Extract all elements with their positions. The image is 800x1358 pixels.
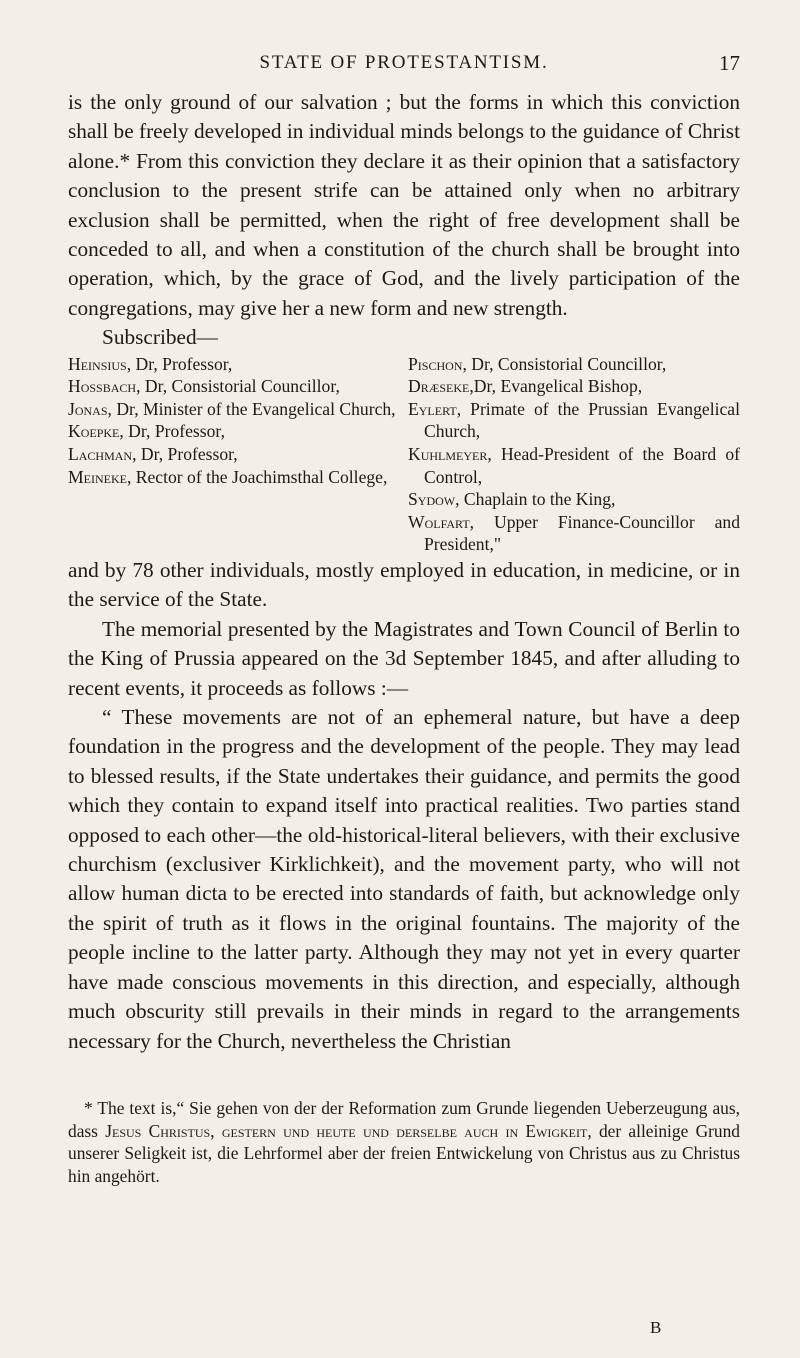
footnote <box>68 1097 740 1187</box>
signatory-entry <box>68 375 398 398</box>
signatory-title: , Dr, Consistorial Councillor, <box>462 353 667 374</box>
signatory-entry <box>408 353 740 376</box>
signatories-left-column <box>68 353 398 556</box>
signatory-name: Jonas <box>68 398 108 419</box>
signatory-title: , Upper Finance-Councillor and President," <box>424 511 740 555</box>
signatory-title: , Primate of the Prussian Evangelical Church, <box>424 398 740 442</box>
signatory-entry <box>68 466 398 489</box>
paragraph-berlin-memorial: The memorial presented by the Magistrates and Town Council of Berlin to the King of Prussia appeared on the 3d September 1845, and after alluding to recent events, it proceeds as follows :— <box>68 616 740 700</box>
main-text <box>68 88 740 1056</box>
signatory-title: , Dr, Minister of the Evangelical Church, <box>107 398 396 419</box>
signatory-entry <box>408 443 740 488</box>
signatory-title: ,Dr, Evangelical Bishop, <box>469 376 643 397</box>
signatory-name: Meineke <box>68 466 127 487</box>
signatory-name: Lachman <box>68 444 133 465</box>
signatory-entry <box>68 353 398 376</box>
running-title: STATE OF PROTESTANTISM. <box>259 52 549 73</box>
signatory-title: , Dr, Professor, <box>119 421 225 442</box>
signatory-entry <box>408 488 740 511</box>
signatory-entry <box>408 511 740 556</box>
running-head <box>68 48 740 78</box>
signatory-entry <box>68 443 398 466</box>
footnote-tail: , der alleinige Grund unserer Seligkeit ist, die Lehrformel aber der freien Entwickelung von Christus aus zu Christus hin angehört. <box>68 1120 741 1186</box>
signatories-right-column <box>408 353 740 556</box>
signatory-title: , Rector of the Joachimsthal College, <box>126 466 388 487</box>
signatories-list <box>68 353 740 556</box>
signatory-name: Hossbach <box>68 376 137 397</box>
signatory-entry <box>408 398 740 443</box>
signatory-name: Kuhlmeyer <box>408 444 488 465</box>
signatory-entry <box>68 420 398 443</box>
signatory-name: Dræseke <box>408 376 470 397</box>
subscribed-line: Subscribed— <box>102 325 218 350</box>
signatory-name: Wolfart <box>408 511 470 532</box>
signatory-name: Koepke <box>68 421 120 442</box>
signatory-name: Sydow <box>408 489 456 510</box>
signatory-name: Pischon <box>408 353 463 374</box>
paragraph-declaration: is the only ground of our salvation ; but the forms in which this conviction shall be freely developed in individual minds belongs to the guidance of Christ alone.* From this conviction they declare it as their opinion that a satisfactory conclusion to the present strife can be attained only when no arbitrary exclusion shall be permitted, when the right of free development shall be conceded to all, and when a constitution of the church shall be brought into operation, which, by the grace of God, and the lively participation of the congregations, may give her a new form and new strength. <box>68 90 740 320</box>
signatory-name: Eylert <box>408 398 457 419</box>
footnote-small-caps: Jesus Christus, gestern und heute und derselbe auch in Ewigkeit <box>105 1120 588 1141</box>
signatory-title: , Dr, Consistorial Councillor, <box>136 376 340 397</box>
signature-mark: B <box>650 1318 662 1337</box>
signatory-entry <box>408 375 740 398</box>
footnote-lead: * The text is,“ Sie gehen von der der Reformation zum Grunde liegenden Ueberzeugung aus, dass <box>68 1098 740 1141</box>
signatory-title: , Head-President of the Board of Control, <box>424 444 740 487</box>
page-number: 17 <box>719 51 740 75</box>
signatory-name: Heinsius <box>68 353 127 374</box>
paragraph-quotation: “ These movements are not of an ephemeral nature, but have a deep foundation in the progress and the development of the people. They may lead to blessed results, if the State undertakes their guidance, and permits the good which they contain to expand itself into practical realities. Two parties stand opposed to each other—the old-historical-literal believers, with their exclusive churchism (exclusiver Kirklichkeit), and the movement party, who will not allow human dicta to be erected into standards of faith, but acknowledge only the spirit of truth as it flows in the original fountains. The majority of the people incline to the latter party. Although they may not yet in every quarter have made conscious movements in this direction, and especially, although much obscurity still prevails in their minds in regard to the arrangements necessary for the Church, nevertheless the Christian <box>68 705 740 1053</box>
signatory-entry <box>68 398 398 421</box>
signatory-title: , Chaplain to the King, <box>455 489 616 510</box>
paragraph-other-individuals: and by 78 other individuals, mostly employed in education, in medicine, or in the service of the State. <box>68 558 740 612</box>
signatory-title: , Dr, Professor, <box>126 353 233 374</box>
signatory-title: , Dr, Professor, <box>132 444 238 465</box>
